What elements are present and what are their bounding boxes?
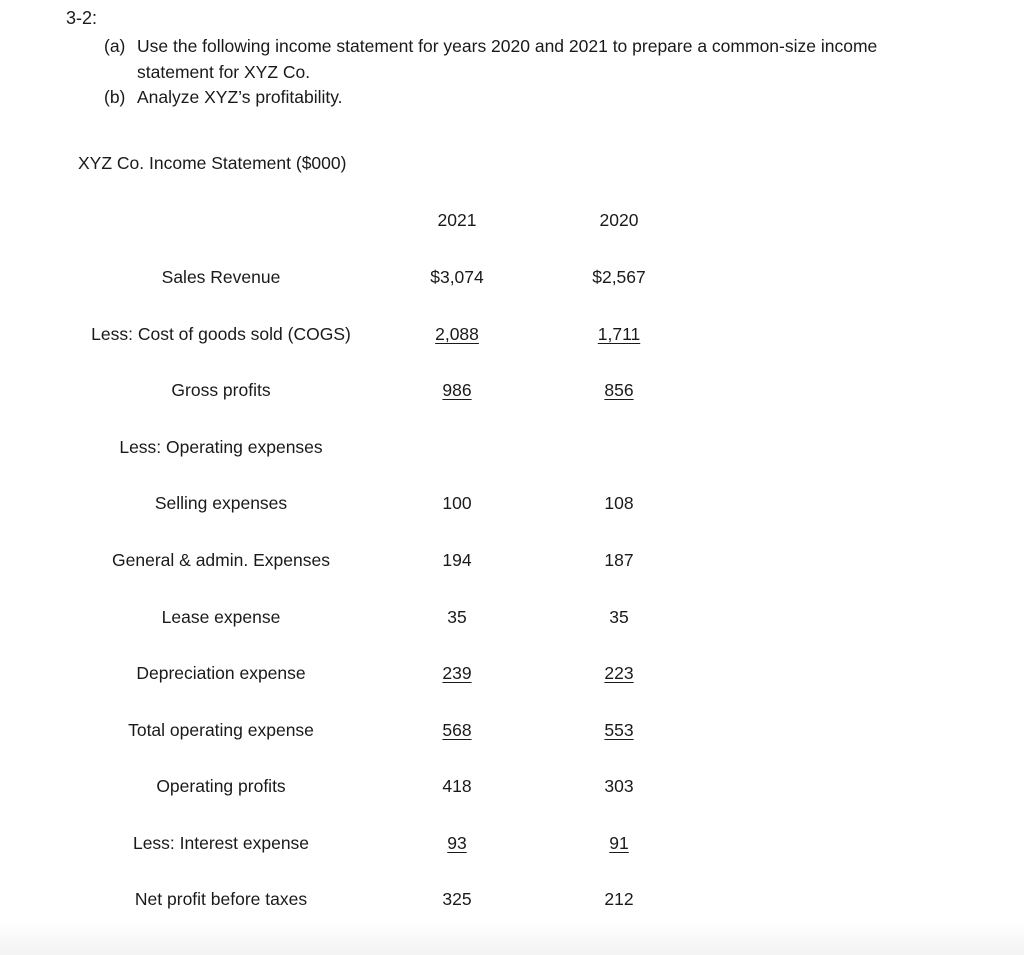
statement-title: XYZ Co. Income Statement ($000) [78, 153, 347, 173]
row-label-cogs: Less: Cost of goods sold (COGS) [91, 324, 351, 344]
value-2020-depreciation-expense: 223 [604, 663, 634, 683]
row-label-general-admin: General & admin. Expenses [112, 550, 330, 570]
problem-number: 3-2: [66, 8, 98, 28]
value-2021-sales-revenue: $3,074 [430, 267, 484, 287]
value-2020-operating-profits: 303 [604, 776, 634, 796]
row-label-selling-expenses: Selling expenses [154, 493, 288, 513]
column-header-2020: 2020 [599, 210, 639, 230]
page-bottom-edge [0, 921, 1024, 955]
value-2020-sales-revenue: $2,567 [592, 267, 646, 287]
question-a-text-line2: statement for XYZ Co. [137, 62, 311, 82]
row-label-operating-expenses-header: Less: Operating expenses [119, 437, 323, 457]
value-2020-general-admin: 187 [604, 550, 634, 570]
value-2020-selling-expenses: 108 [604, 493, 634, 513]
value-2021-selling-expenses: 100 [442, 493, 472, 513]
value-2021-gross-profits: 986 [442, 380, 472, 400]
value-2020-cogs: 1,711 [597, 324, 641, 344]
value-2020-total-operating-expense: 553 [604, 720, 634, 740]
row-label-depreciation-expense: Depreciation expense [136, 663, 306, 683]
row-label-net-profit-before-taxes: Net profit before taxes [134, 889, 308, 909]
question-a-letter: (a) [104, 36, 126, 56]
row-label-operating-profits: Operating profits [156, 776, 286, 796]
row-label-gross-profits: Gross profits [171, 380, 271, 400]
column-header-2021: 2021 [437, 210, 477, 230]
question-b-letter: (b) [104, 87, 126, 107]
row-label-sales-revenue: Sales Revenue [161, 267, 281, 287]
value-2021-net-profit-before-taxes: 325 [442, 889, 472, 909]
question-a-text-line1: Use the following income statement for years 2020 and 2021 to prepare a common-size income [137, 36, 878, 56]
row-label-lease-expense: Lease expense [161, 607, 281, 627]
value-2021-total-operating-expense: 568 [442, 720, 472, 740]
value-2021-lease-expense: 35 [447, 607, 467, 627]
value-2021-depreciation-expense: 239 [442, 663, 472, 683]
row-label-total-operating-expense: Total operating expense [128, 720, 314, 740]
question-b-text: Analyze XYZ’s profitability. [137, 87, 343, 107]
value-2020-interest-expense: 91 [609, 833, 629, 853]
value-2021-general-admin: 194 [442, 550, 472, 570]
value-2020-gross-profits: 856 [604, 380, 634, 400]
value-2020-net-profit-before-taxes: 212 [604, 889, 634, 909]
value-2021-operating-profits: 418 [442, 776, 472, 796]
value-2021-interest-expense: 93 [447, 833, 467, 853]
value-2021-cogs: 2,088 [435, 324, 479, 344]
value-2020-lease-expense: 35 [609, 607, 629, 627]
row-label-interest-expense: Less: Interest expense [132, 833, 310, 853]
